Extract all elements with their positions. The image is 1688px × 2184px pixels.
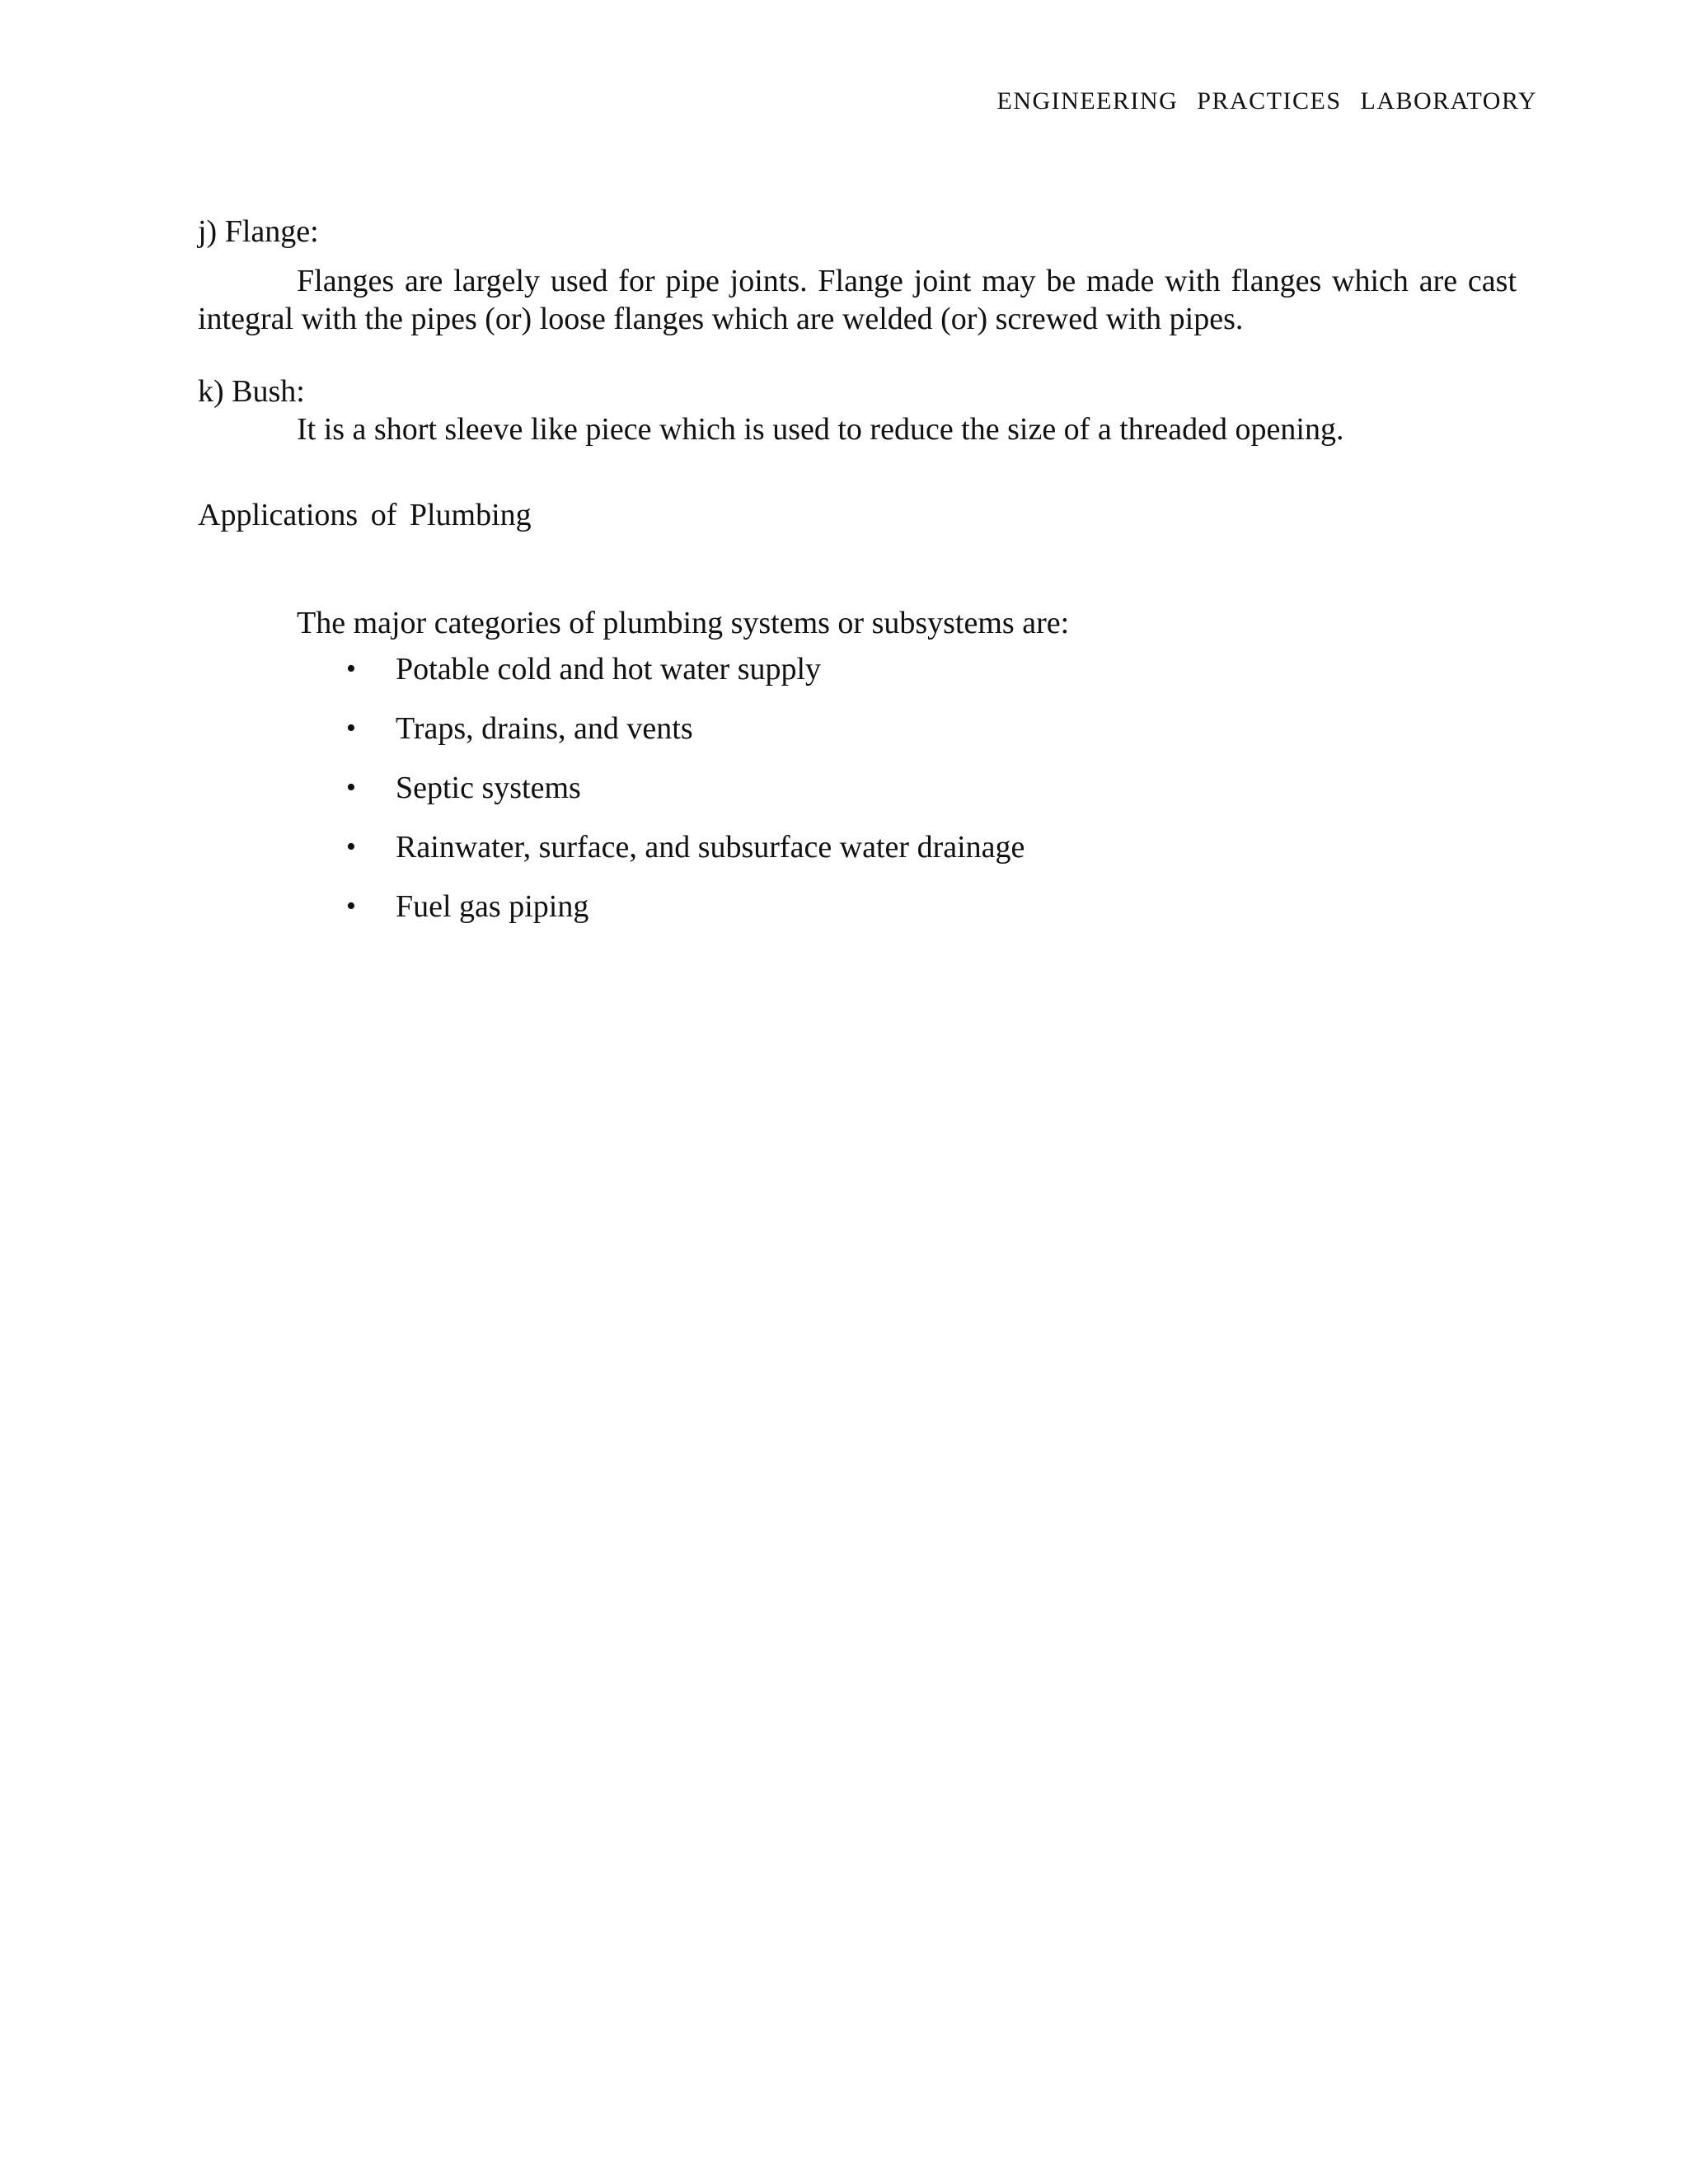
bullet-icon: • — [346, 891, 356, 921]
list-item-text: Fuel gas piping — [396, 889, 589, 924]
list-item — [346, 650, 1517, 688]
bullet-icon: • — [346, 654, 356, 684]
list-item — [346, 888, 1517, 926]
list-item-text: Septic systems — [396, 771, 581, 805]
flange-paragraph: Flanges are largely used for pipe joints. Flange joint may be made with flanges which are cast integral with the pipes (or) loose flanges which are welded (or) screwed with pipes. — [198, 264, 1517, 336]
applications-heading: Applications of Plumbing — [198, 498, 532, 532]
list-item-text: Traps, drains, and vents — [396, 711, 693, 746]
list-item — [346, 769, 1517, 807]
page-content — [198, 213, 1517, 947]
flange-heading: j) Flange: — [198, 214, 319, 249]
bullet-icon: • — [346, 772, 356, 803]
list-item — [346, 710, 1517, 748]
applications-list — [198, 650, 1517, 926]
running-header: ENGINEERING PRACTICES LABORATORY — [996, 87, 1537, 115]
list-item-text: Potable cold and hot water supply — [396, 652, 822, 687]
list-item — [346, 828, 1517, 866]
bullet-icon: • — [346, 832, 356, 862]
list-item-text: Rainwater, surface, and subsurface water drainage — [396, 830, 1025, 865]
bullet-icon: • — [346, 713, 356, 743]
bush-paragraph: It is a short sleeve like piece which is used to reduce the size of a threaded opening. — [297, 412, 1344, 447]
bush-heading: k) Bush: — [198, 374, 305, 409]
applications-intro: The major categories of plumbing systems or subsystems are: — [297, 606, 1070, 640]
